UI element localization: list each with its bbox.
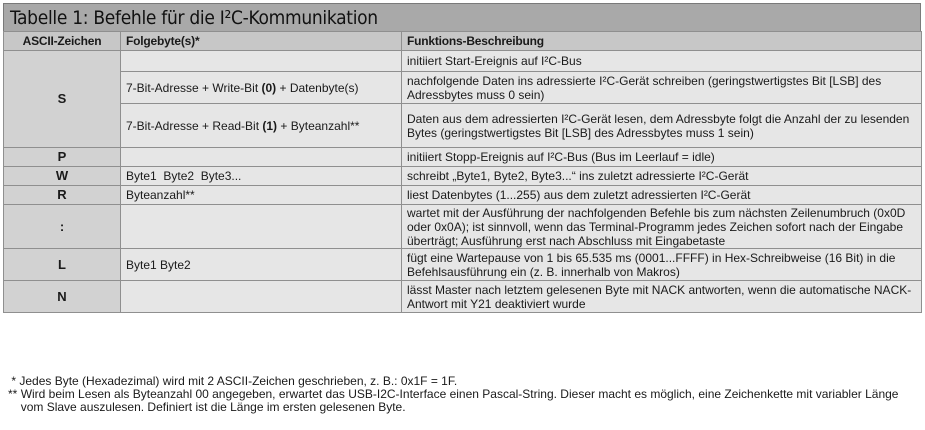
follow-text: + Datenbyte(s) xyxy=(276,80,359,95)
table-row-p xyxy=(4,148,922,167)
command-table-container xyxy=(3,3,921,313)
follow-cell: Byte1 Byte2 Byte3... xyxy=(121,167,402,186)
desc-cell: fügt eine Wartepause von 1 bis 65.535 ms (0001...FFFF) in Hex-Schreibweise (16 Bit) in die Befehlsausführung ein (z. B. innerhalb von Makros) xyxy=(402,249,922,281)
desc-cell: initiiert Start-Ereignis auf I²C-Bus xyxy=(402,51,922,72)
table-row-colon xyxy=(4,205,922,249)
cmd-l: L xyxy=(4,249,121,281)
cmd-p: P xyxy=(4,148,121,167)
follow-text: + Byteanzahl** xyxy=(277,118,360,133)
table-row-r xyxy=(4,186,922,205)
desc-cell: liest Datenbytes (1...255) aus dem zuletzt adressierten I²C-Gerät xyxy=(402,186,922,205)
table-row-l xyxy=(4,249,922,281)
footnotes xyxy=(8,375,920,414)
follow-cell xyxy=(121,281,402,313)
read-bit: (1) xyxy=(262,118,278,133)
header-row xyxy=(4,32,922,51)
header-follow-bytes: Folgebyte(s)* xyxy=(121,32,402,51)
table-row-s-start xyxy=(4,51,922,72)
follow-cell xyxy=(121,51,402,72)
footnote-text: Jedes Byte (Hexadezimal) wird mit 2 ASCII-Zeichen geschrieben, z. B.: 0x1F = 1F. xyxy=(19,374,458,388)
desc-cell: Daten aus dem adressierten I²C-Gerät lesen, dem Adressbyte folgt die Anzahl der zu lesenden Bytes (geringstwertigstes Bit [LSB] des Adressbytes muss 1 sein) xyxy=(402,104,922,148)
desc-cell: wartet mit der Ausführung der nachfolgenden Befehle bis zum nächsten Zeilenumbruch (0x0D oder 0x0A); ist sinnvoll, wenn das Terminal-Programm jedes Zeichen sofort nach der Eingabe überträgt; Ausführung erst nach Abschluss mit Eingabetaste xyxy=(402,205,922,249)
footnote-text: Wird beim Lesen als Byteanzahl 00 angegeben, erwartet das USB-I2C-Interface einen Pascal-String. Dieser macht es möglich, eine Zeichenkette mit variabler Länge vom Slave auszulesen. Definiert ist die Länge im ersten gelesenen Byte. xyxy=(20,387,899,414)
follow-cell xyxy=(121,72,402,104)
header-ascii: ASCII-Zeichen xyxy=(4,32,121,51)
cmd-r: R xyxy=(4,186,121,205)
follow-cell xyxy=(121,205,402,249)
cmd-n: N xyxy=(4,281,121,313)
desc-cell: lässt Master nach letztem gelesenen Byte mit NACK antworten, wenn die automatische NACK-Antwort mit Y21 deaktiviert wurde xyxy=(402,281,922,313)
table-row-s-write xyxy=(4,72,922,104)
follow-text: 7-Bit-Adresse + Read-Bit xyxy=(126,118,263,133)
table-row-s-read xyxy=(4,104,922,148)
desc-cell: nachfolgende Daten ins adressierte I²C-Gerät schreiben (geringstwertigstes Bit [LSB] des Adressbytes muss 0 sein) xyxy=(402,72,922,104)
follow-cell xyxy=(121,148,402,167)
follow-text: 7-Bit-Adresse + Write-Bit xyxy=(126,80,262,95)
follow-cell: Byte1 Byte2 xyxy=(121,249,402,281)
table-row-w xyxy=(4,167,922,186)
command-table xyxy=(3,31,922,313)
cmd-w: W xyxy=(4,167,121,186)
footnote-mark: * xyxy=(8,374,20,388)
follow-cell: Byteanzahl** xyxy=(121,186,402,205)
cmd-colon: : xyxy=(4,205,121,249)
table-title: Tabelle 1: Befehle für die I²C-Kommunikation xyxy=(3,3,921,31)
table-row-n xyxy=(4,281,922,313)
cmd-s: S xyxy=(4,51,121,148)
write-bit: (0) xyxy=(261,80,277,95)
footnote-mark: ** xyxy=(8,387,21,401)
footnote-2 xyxy=(8,388,920,414)
desc-cell: initiiert Stopp-Ereignis auf I²C-Bus (Bus im Leerlauf = idle) xyxy=(402,148,922,167)
header-description: Funktions-Beschreibung xyxy=(402,32,922,51)
follow-cell xyxy=(121,104,402,148)
desc-cell: schreibt „Byte1, Byte2, Byte3...“ ins zuletzt adressierte I²C-Gerät xyxy=(402,167,922,186)
